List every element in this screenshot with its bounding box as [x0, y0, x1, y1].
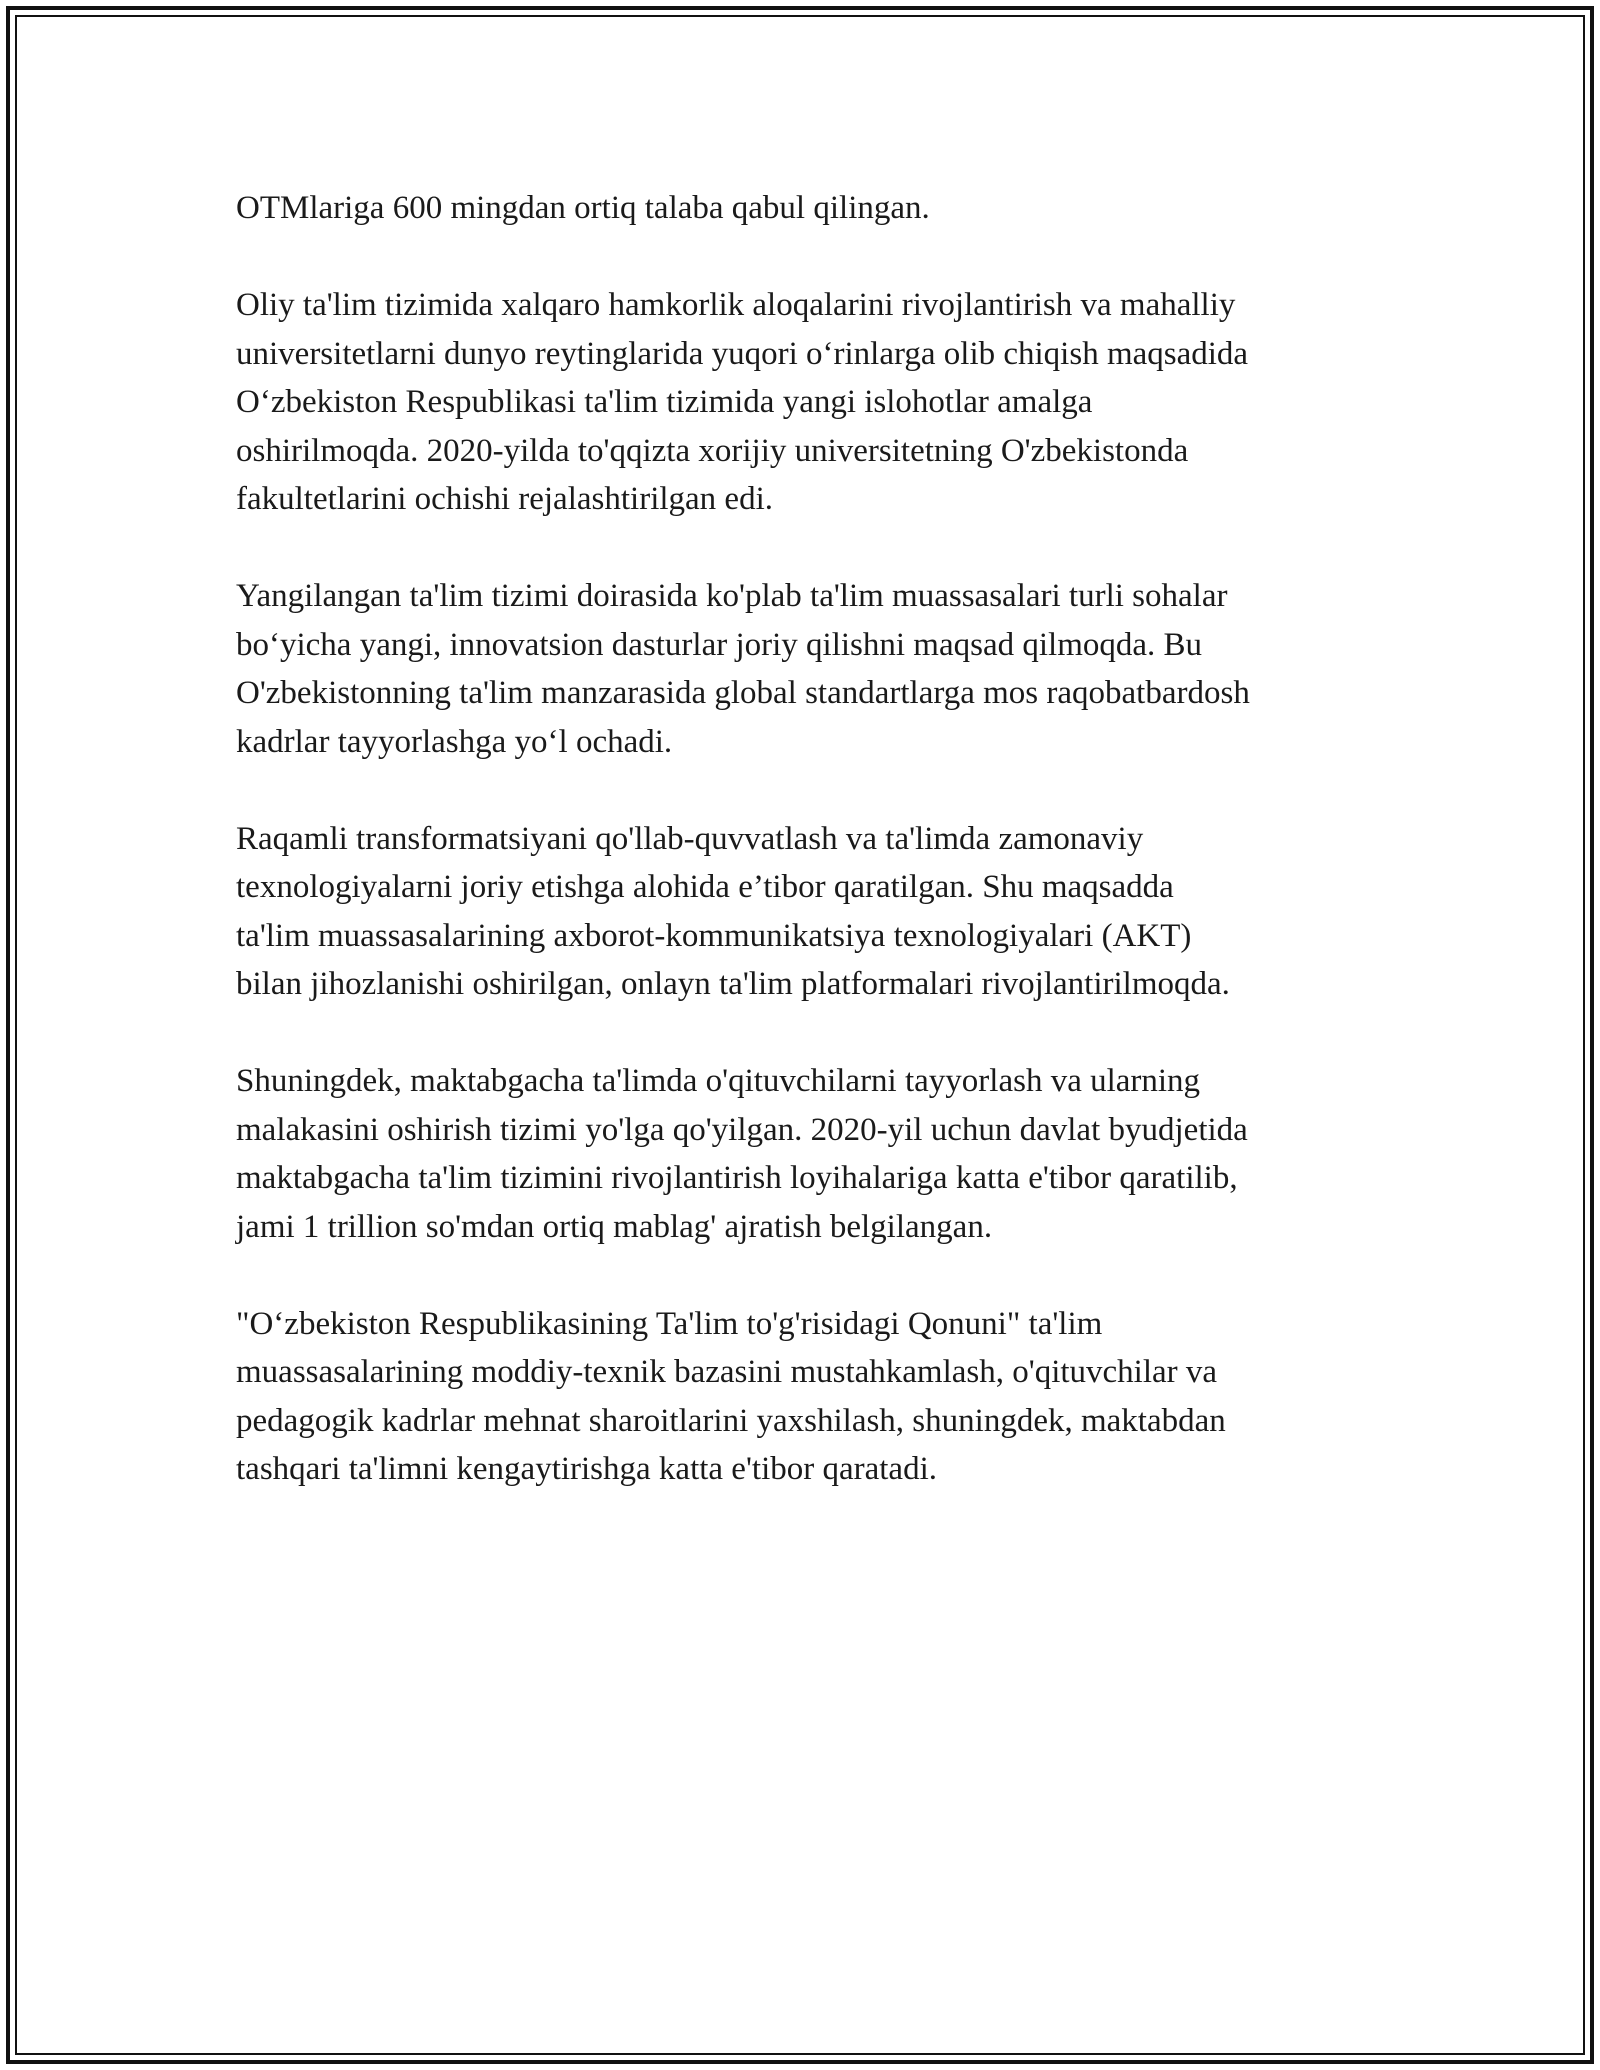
paragraph-4: [236, 815, 1406, 1009]
text-line: bilan jihozlanishi oshirilgan, onlayn ta'lim platformalari rivojlantirilmoqda.: [236, 966, 1230, 1002]
text-line: muassasalarining moddiy-texnik bazasini mustahkamlash, o'qituvchilar va: [236, 1354, 1218, 1390]
text-line: fakultetlarini ochishi rejalashtirilgan edi.: [236, 481, 773, 517]
text-line: texnologiyalarni joriy etishga alohida e’tibor qaratilgan. Shu maqsadda: [236, 869, 1174, 905]
text-line: universitetlarni dunyo reytinglarida yuqori o‘rinlarga olib chiqish maqsadida: [236, 335, 1249, 372]
text-line: oshirilmoqda. 2020-yilda to'qqizta xorijiy universitetning O'zbekistonda: [236, 432, 1189, 469]
paragraph-5: [236, 1057, 1406, 1251]
text-line: "O‘zbekiston Respublikasining Ta'lim to'g'risidagi Qonuni" ta'lim: [236, 1305, 1103, 1342]
text-line: maktabgacha ta'lim tizimini rivojlantirish loyihalariga katta e'tibor qaratilib,: [236, 1160, 1238, 1196]
paragraph-2: [236, 281, 1406, 524]
text-line: Yangilangan ta'lim tizimi doirasida ko'plab ta'lim muassasalari turli sohalar: [236, 578, 1228, 614]
text-line: O'zbekistonning ta'lim manzarasida global standartlarga mos raqobatbardosh: [236, 675, 1250, 711]
text-line: OTMlariga 600 mingdan ortiq talaba qabul qilingan.: [236, 190, 930, 226]
paragraph-6: [236, 1300, 1406, 1494]
text-line: pedagogik kadrlar mehnat sharoitlarini yaxshilash, shuningdek, maktabdan: [236, 1402, 1226, 1439]
text-line: malakasini oshirish tizimi yo'lga qo'yilgan. 2020-yil uchun davlat byudjetida: [236, 1111, 1248, 1148]
document-body: [236, 184, 1406, 1542]
text-line: ta'lim muassasalarining axborot-kommunikatsiya texnologiyalari (AKT): [236, 917, 1192, 954]
text-line: kadrlar tayyorlashga yo‘l ochadi.: [236, 723, 673, 760]
text-line: Raqamli transformatsiyani qo'llab-quvvatlash va ta'limda zamonaviy: [236, 820, 1144, 857]
paragraph-3: [236, 572, 1406, 766]
text-line: Shuningdek, maktabgacha ta'limda o'qituvchilarni tayyorlash va ularning: [236, 1063, 1201, 1099]
text-line: O‘zbekiston Respublikasi ta'lim tizimida yangi islohotlar amalga: [236, 384, 1093, 420]
text-line: tashqari ta'limni kengaytirishga katta e'tibor qaratadi.: [236, 1451, 937, 1487]
text-line: bo‘yicha yangi, innovatsion dasturlar joriy qilishni maqsad qilmoqda. Bu: [236, 626, 1203, 663]
paragraph-1: [236, 184, 1406, 233]
text-line: jami 1 trillion so'mdan ortiq mablag' ajratish belgilangan.: [236, 1208, 993, 1245]
text-line: Oliy ta'lim tizimida xalqaro hamkorlik aloqalarini rivojlantirish va mahalliy: [236, 287, 1236, 323]
